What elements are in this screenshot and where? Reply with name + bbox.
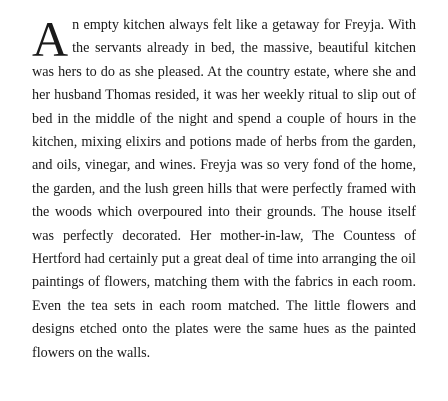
paragraph-text: n empty kitchen always felt like a getaway for Freyja. With the servants already in bed, the massive, beautiful kitchen was hers to do as she pleased. At the country estate, where she and her husband Thomas resided, it was her weekly ritual to slip out of bed in the middle of the night and spend a couple of hours in the kitchen, mixing elixirs and potions made of herbs from the garden, and oils, vinegar, and wines. Freyja was so very fond of the home, the garden, and the lush green hills that were perfectly framed with the woods which overpoured into their grounds. The house itself was perfectly decorated. Her mother-in-law, The Countess of Hertford had certainly put a great deal of time into arranging the oil paintings of flowers, matching them with the fabrics in each room. Even the tea sets in each room matched. The little flowers and designs etched onto the plates were the same hues as the painted flowers on the walls. [32, 17, 416, 361]
body-paragraph [32, 11, 416, 365]
drop-cap: A [32, 11, 69, 67]
